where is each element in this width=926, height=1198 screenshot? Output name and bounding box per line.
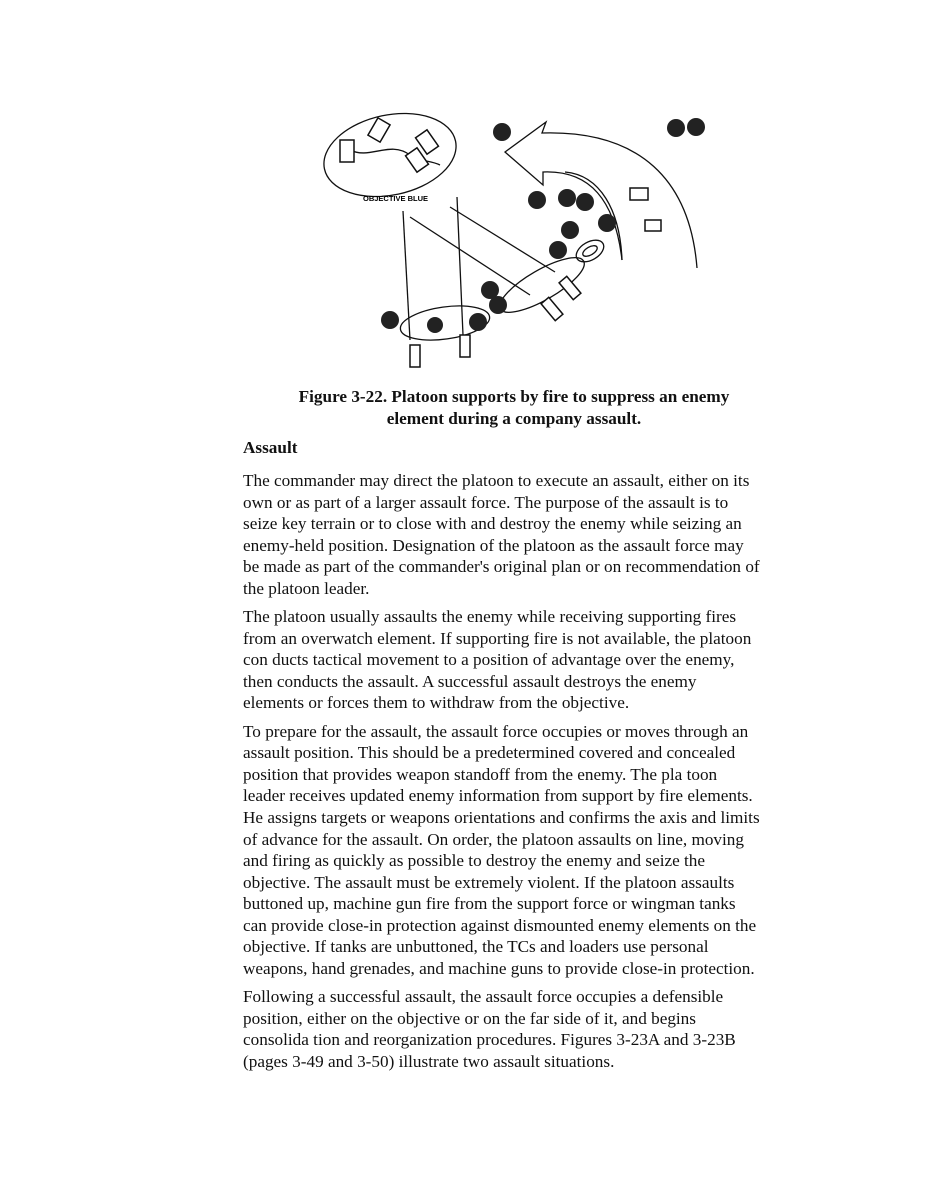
text-line: position that provides weapon standoff from the enemy. The pla toon <box>243 764 718 784</box>
text-line: from an overwatch element. If supporting fire is not available, the platoon <box>243 628 752 648</box>
figure-caption <box>243 386 785 430</box>
text-line: buttoned up, machine gun fire from the support force or wingman tanks <box>243 894 736 914</box>
text-line: position, either on the objective or on the far side of it, and begins <box>243 1008 696 1028</box>
text-line: (pages 3-49 and 3-50) illustrate two assault situations. <box>243 1051 615 1071</box>
text-line: own or as part of a larger assault force. The purpose of the assault is to <box>243 492 729 512</box>
text-line: can provide close-in protection against dismounted enemy elements on the <box>243 915 757 935</box>
text-line: elements or forces them to withdraw from the objective. <box>243 693 630 713</box>
text-line: objective. The assault must be extremely violent. If the platoon assaults <box>243 872 735 892</box>
caption-line: Figure 3-22. Platoon supports by fire to suppress an enemy <box>298 387 730 406</box>
text-line: be made as part of the commander's original plan or on recommendation of <box>243 557 760 577</box>
text-line: Following a successful assault, the assault force occupies a defensible <box>243 987 724 1007</box>
text-line: enemy-held position. Designation of the platoon as the assault force may <box>243 535 744 555</box>
objective-area <box>316 102 464 208</box>
fire-line <box>450 207 555 272</box>
text-line: and firing as quickly as possible to destroy the enemy and seize the <box>243 851 706 871</box>
text-line: the platoon leader. <box>243 578 370 598</box>
text-line: The commander may direct the platoon to execute an assault, either on its <box>243 471 750 490</box>
paragraph <box>243 721 803 980</box>
section-body <box>243 470 803 1079</box>
text-line: con ducts tactical movement to a position of advantage over the enemy, <box>243 650 735 670</box>
fire-line <box>410 217 530 295</box>
text-line: seize key terrain or to close with and destroy the enemy while seizing an <box>243 514 742 534</box>
text-line: The platoon usually assaults the enemy while receiving supporting fires <box>243 607 737 627</box>
text-line: weapons, hand grenades, and machine guns to provide close-in protection. <box>243 959 755 979</box>
tank-icons <box>340 118 661 367</box>
text-line: consolida tion and reorganization procedures. Figures 3-23A and 3-23B <box>243 1030 736 1050</box>
text-line: then conducts the assault. A successful assault destroys the enemy <box>243 671 697 691</box>
text-line: assault position. This should be a predetermined covered and concealed <box>243 743 736 763</box>
caption-line: element during a company assault. <box>386 409 642 428</box>
text-line: objective. If tanks are unbuttoned, the TCs and loaders use personal <box>243 937 709 957</box>
fire-line <box>457 197 463 335</box>
text-line: of advance for the assault. On order, the platoon assaults on line, moving <box>243 829 744 849</box>
paragraph <box>243 470 803 600</box>
paragraph <box>243 606 803 714</box>
support-position <box>493 248 591 322</box>
paragraph <box>243 986 803 1072</box>
objective-label: OBJECTIVE BLUE <box>363 194 429 203</box>
curved-route <box>565 172 622 260</box>
terrain-feature <box>573 236 608 267</box>
section-heading: Assault <box>243 438 298 457</box>
text-line: He assigns targets or weapons orientations and confirms the axis and limits <box>243 807 760 827</box>
tactical-diagram-figure <box>310 100 720 380</box>
text-line: To prepare for the assault, the assault force occupies or moves through an <box>243 721 749 741</box>
text-line: leader receives updated enemy information from support by fire elements. <box>243 786 753 806</box>
